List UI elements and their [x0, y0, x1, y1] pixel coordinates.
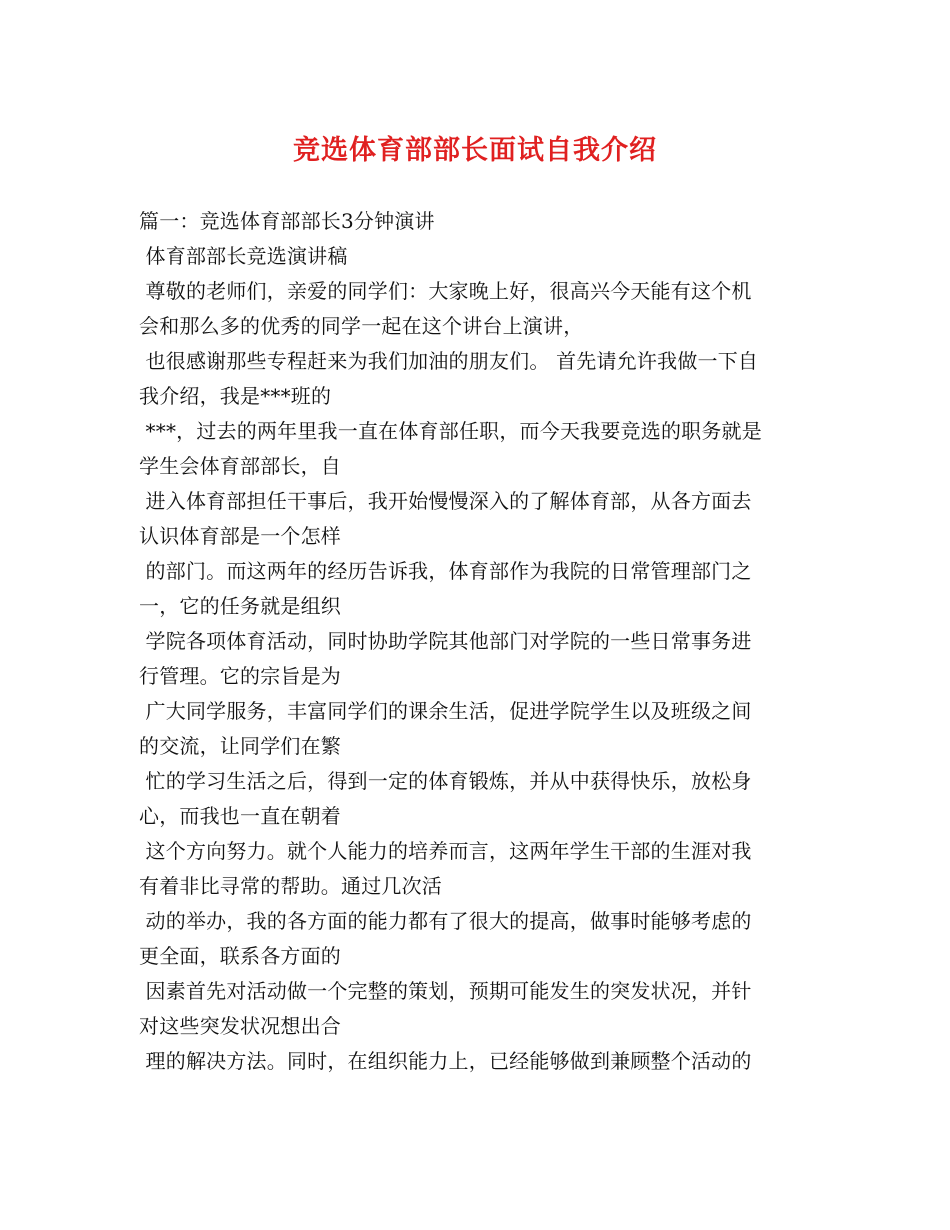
text-line: 因素首先对活动做一个完整的策划，预期可能发生的突发状况，并针	[139, 979, 752, 1003]
text-line: 动的举办，我的各方面的能力都有了很大的提高，做事时能够考虑的	[139, 909, 752, 933]
text-line: 尊敬的老师们，亲爱的同学们：大家晚上好，很高兴今天能有这个机	[139, 279, 752, 303]
text-line: 会和那么多的优秀的同学一起在这个讲台上演讲，	[139, 314, 584, 338]
text-line: 体育部部长竞选演讲稿	[139, 244, 348, 268]
text-line: 广大同学服务，丰富同学们的课余生活，促进学院学生以及班级之间	[139, 699, 752, 723]
text-line: 一，它的任务就是组织	[139, 594, 341, 618]
text-line: 的交流，让同学们在繁	[139, 734, 341, 758]
text-line: 对这些突发状况想出合	[139, 1014, 341, 1038]
text-line: 学院各项体育活动，同时协助学院其他部门对学院的一些日常事务进	[139, 629, 752, 653]
text-line: 行管理。它的宗旨是为	[139, 664, 341, 688]
text-line: 认识体育部是一个怎样	[139, 524, 341, 548]
text-line: 我介绍，我是***班的	[139, 384, 332, 408]
document-title: 竞选体育部部长面试自我介绍	[293, 135, 657, 166]
text-line: 更全面，联系各方面的	[139, 944, 341, 968]
document-body	[139, 204, 811, 1079]
text-line: 这个方向努力。就个人能力的培养而言，这两年学生干部的生涯对我	[139, 839, 752, 863]
text-line: ***，过去的两年里我一直在体育部任职，而今天我要竞选的职务就是	[139, 419, 762, 443]
text-line: 忙的学习生活之后，得到一定的体育锻炼，并从中获得快乐，放松身	[139, 769, 752, 793]
text-line: 学生会体育部部长，自	[139, 454, 341, 478]
text-line: 进入体育部担任干事后，我开始慢慢深入的了解体育部，从各方面去	[139, 489, 752, 513]
text-line: 的部门。而这两年的经历告诉我，体育部作为我院的日常管理部门之	[139, 559, 752, 583]
text-line: 有着非比寻常的帮助。通过几次活	[139, 874, 442, 898]
text-line: 心，而我也一直在朝着	[139, 804, 341, 828]
text-line: 篇一：竞选体育部部长3分钟演讲	[139, 209, 435, 233]
text-line: 也很感谢那些专程赶来为我们加油的朋友们。 首先请允许我做一下自	[139, 349, 759, 373]
text-line: 理的解决方法。同时，在组织能力上，已经能够做到兼顾整个活动的	[139, 1049, 752, 1073]
